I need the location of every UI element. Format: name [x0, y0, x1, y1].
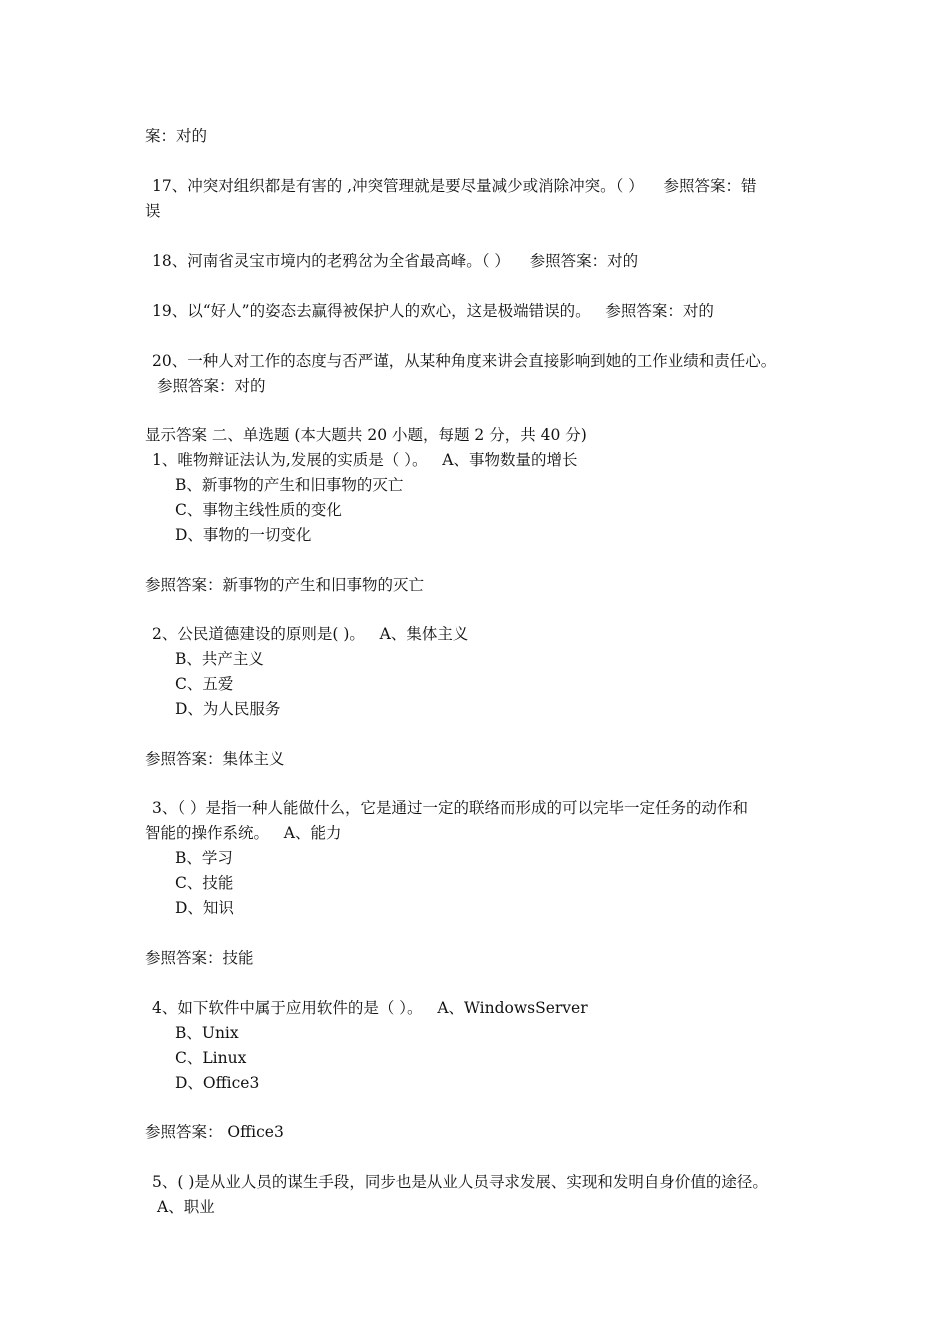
option-b: B、新事物的产生和旧事物的灭亡 [175, 476, 404, 494]
option-c: C、事物主线性质的变化 [175, 501, 342, 519]
option-d: D、事物的一切变化 [175, 526, 312, 544]
text-line: 误 [145, 202, 161, 220]
option-d: D、为人民服务 [175, 700, 281, 718]
option-d: D、Office3 [175, 1074, 260, 1092]
section-heading: 显示答案 二、单选题 (本大题共 20 小题，每题 2 分，共 40 分) [145, 426, 587, 444]
answer-line: 参照答案：对的 [157, 377, 266, 395]
question-1: 1、唯物辩证法认为,发展的实质是（ ）。 A、事物数量的增长 [152, 451, 578, 469]
option-c: C、五爱 [175, 675, 234, 693]
option-c: C、Linux [175, 1049, 247, 1067]
answer-line: 参照答案： Office3 [145, 1123, 284, 1141]
question-17: 17、冲突对组织都是有害的 ,冲突管理就是要尽量减少或消除冲突。（ ） 参照答案：错 [152, 177, 757, 195]
question-3: 3、（ ）是指一种人能做什么，它是通过一定的联络而形成的可以完毕一定任务的动作和 [152, 799, 749, 817]
option-c: C、技能 [175, 874, 234, 892]
option-b: B、共产主义 [175, 650, 264, 668]
question-19: 19、以“好人”的姿态去赢得被保护人的欢心，这是极端错误的。 参照答案：对的 [152, 302, 714, 320]
text-line: 案：对的 [145, 127, 208, 145]
question-4: 4、如下软件中属于应用软件的是（ ）。 A、WindowsServer [152, 999, 588, 1017]
answer-line: 参照答案：新事物的产生和旧事物的灭亡 [145, 576, 425, 594]
option-b: B、学习 [175, 849, 233, 867]
answer-line: 参照答案：集体主义 [145, 750, 285, 768]
option-b: B、Unix [175, 1024, 239, 1042]
question-18: 18、河南省灵宝市境内的老鸦岔为全省最高峰。（ ） 参照答案：对的 [152, 252, 639, 270]
text-line: 智能的操作系统。 A、能力 [145, 824, 342, 842]
question-2: 2、公民道德建设的原则是( )。 A、集体主义 [152, 625, 469, 643]
option-d: D、知识 [175, 899, 234, 917]
option-a: A、职业 [157, 1198, 215, 1216]
question-20: 20、一种人对工作的态度与否严谨，从某种角度来讲会直接影响到她的工作业绩和责任心。 [152, 352, 777, 370]
question-5: 5、( )是从业人员的谋生手段，同步也是从业人员寻求发展、实现和发明自身价值的途径。 [152, 1173, 768, 1191]
answer-line: 参照答案：技能 [145, 949, 254, 967]
